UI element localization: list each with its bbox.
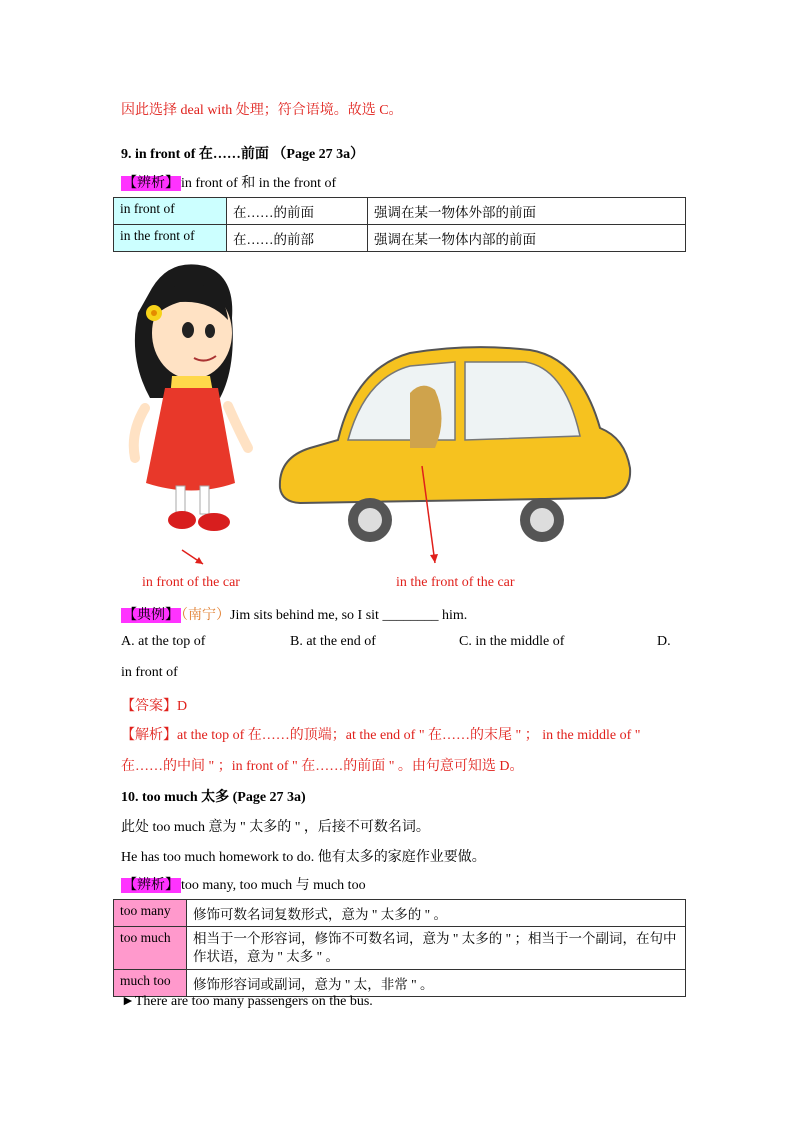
comparison-table-2: [113, 899, 686, 997]
section-10-line-1: 此处 too much 意为 " 太多的 " ，后接不可数名词。: [121, 820, 430, 835]
car-illustration: [280, 347, 630, 542]
option-c: C. in the middle of: [459, 634, 565, 649]
intro-line: 因此选择 deal with 处理；符合语境。故选 C。: [121, 103, 403, 118]
explanation-line-1: 【解析】at the top of 在……的顶端；at the end of " 在……的末尾 " ； in the middle of ": [121, 728, 641, 743]
table-cell: 相当于一个形容词，修饰不可数名词，意为 " 太多的 " ；相当于一个副词，在句中作状语，意为 " 太多 " 。: [187, 927, 686, 970]
example-bullet: ►There are too many passengers on the bus.: [121, 994, 373, 1009]
section-9-analysis: [121, 172, 336, 192]
option-d-text: in front of: [121, 665, 178, 680]
section-10-heading: 10. too much 太多 (Page 27 3a): [121, 790, 306, 805]
table-row: [114, 225, 686, 252]
table-cell: 强调在某一物体内部的前面: [368, 225, 686, 252]
analysis-tag: 【辨析】: [123, 176, 179, 191]
answer-line: 【答案】D: [121, 699, 188, 714]
table-cell: 修饰可数名词复数形式，意为 " 太多的 " 。: [187, 900, 686, 927]
example-line: [121, 604, 467, 624]
analysis-text: too many, too much 与 much too: [181, 878, 366, 893]
section-10-line-2: He has too much homework to do. 他有太多的家庭作业要做。: [121, 850, 486, 865]
table-cell: 在……的前部: [227, 225, 368, 252]
girl-illustration: [134, 264, 248, 531]
table-cell: too much: [114, 927, 187, 970]
option-a: A. at the top of: [121, 634, 206, 649]
example-source: （南宁）: [181, 608, 230, 623]
table-cell: too many: [114, 900, 187, 927]
caption-right: in the front of the car: [396, 575, 515, 590]
option-d: D.: [657, 634, 671, 649]
table-cell: 在……的前面: [227, 198, 368, 225]
girl-and-car-illustration: [110, 258, 670, 578]
analysis-tag: 【辨析】: [123, 878, 179, 893]
analysis-text: in front of 和 in the front of: [181, 176, 337, 191]
table-row: [114, 927, 686, 970]
table-cell: 修饰形容词或副词，意为 " 太，非常 " 。: [187, 970, 686, 997]
table-row: [114, 900, 686, 927]
table-cell: 强调在某一物体外部的前面: [368, 198, 686, 225]
table-cell: in front of: [114, 198, 227, 225]
table-row: [114, 970, 686, 997]
table-row: [114, 198, 686, 225]
example-tag: 【典例】: [123, 608, 179, 623]
section-9-heading: 9. in front of 在……前面 （Page 27 3a）: [121, 147, 365, 162]
table-cell: much too: [114, 970, 187, 997]
example-text: Jim sits behind me, so I sit ________ him.: [230, 608, 468, 623]
explanation-line-2: 在……的中间 " ；in front of " 在……的前面 " 。由句意可知选 D。: [121, 759, 524, 774]
table-cell: in the front of: [114, 225, 227, 252]
comparison-table-1: [113, 197, 686, 252]
section-10-analysis: [121, 874, 366, 894]
option-b: B. at the end of: [290, 634, 376, 649]
caption-left: in front of the car: [142, 575, 240, 590]
